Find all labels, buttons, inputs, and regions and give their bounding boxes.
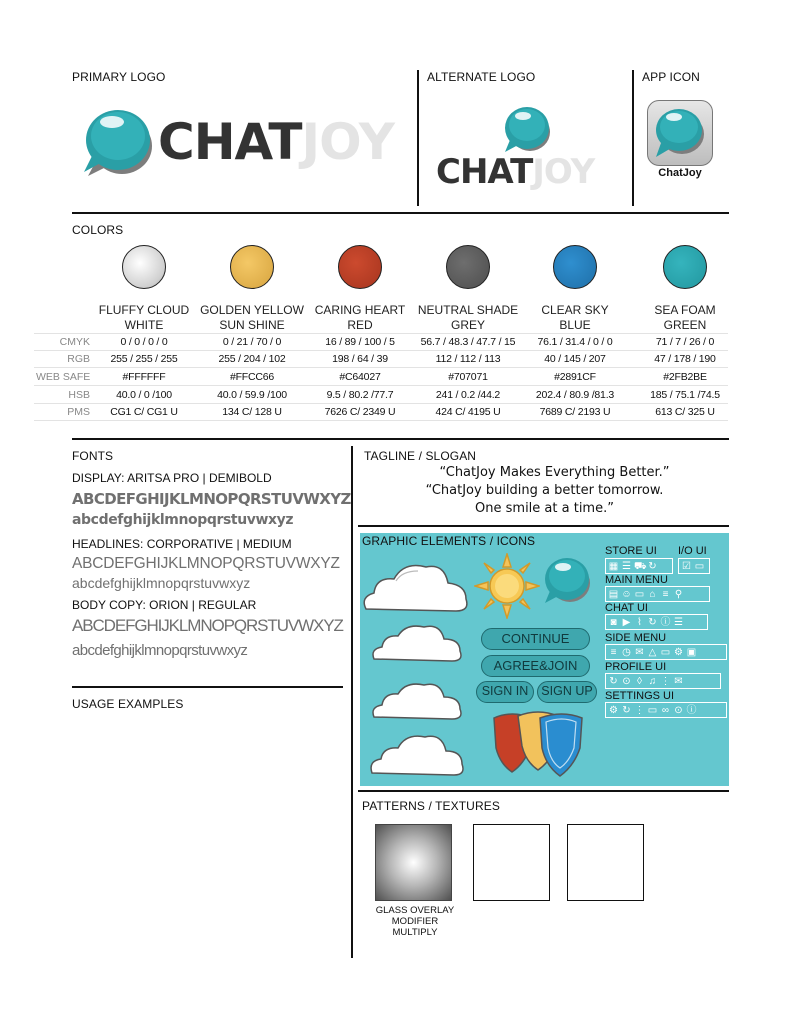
sign-in-button[interactable]: SIGN IN bbox=[476, 681, 534, 703]
body-font-label: BODY COPY: ORION | REGULAR bbox=[72, 598, 257, 612]
swatch-sea-foam-green bbox=[663, 245, 707, 289]
color-name-line2: SUN SHINE bbox=[219, 318, 285, 332]
body-font-uppercase-sample: ABCDEFGHIJKLMNOPQRSTUVWXYZ bbox=[72, 616, 343, 635]
tagline-line-1: “ChatJoy Makes Everything Better.” bbox=[439, 465, 670, 480]
color-name-line1: NEUTRAL SHADE bbox=[417, 303, 519, 317]
rgb-value: 198 / 64 / 39 bbox=[332, 353, 388, 365]
profile-ui-label: PROFILE UI bbox=[605, 661, 667, 673]
cloud-icon bbox=[370, 677, 466, 723]
swatch-neutral-shade-grey bbox=[446, 245, 490, 289]
divider bbox=[417, 70, 419, 206]
color-name-line2: GREEN bbox=[663, 318, 707, 332]
store-ui-icons bbox=[605, 558, 673, 574]
main-menu-icons bbox=[605, 586, 710, 602]
row-divider bbox=[34, 403, 728, 404]
color-name-line2: RED bbox=[347, 318, 373, 332]
io-ui-label: I/O UI bbox=[678, 545, 707, 557]
app-icon-name: ChatJoy bbox=[658, 167, 702, 179]
display-font-uppercase-sample: ABCDEFGHIJKLMNOPQRSTUVWXYZ bbox=[72, 490, 351, 508]
rgb-value: 255 / 255 / 255 bbox=[110, 353, 178, 365]
refresh-icon[interactable]: ↻ bbox=[648, 560, 657, 572]
cloud-icon bbox=[368, 729, 468, 779]
swatch-caring-heart-red bbox=[338, 245, 382, 289]
cloud-icon bbox=[370, 619, 466, 665]
color-name-line1: GOLDEN YELLOW bbox=[200, 303, 304, 317]
gear-icon[interactable]: ⚙ bbox=[674, 646, 683, 658]
chat-bubble-icon bbox=[542, 555, 594, 607]
web-safe-value: #FFCC66 bbox=[229, 371, 275, 383]
menu-icon[interactable]: ≡ bbox=[610, 646, 617, 658]
hsb-value: 185 / 75.1 /74.5 bbox=[650, 389, 720, 401]
web-safe-value: #2FB2BE bbox=[663, 371, 707, 383]
mail-icon[interactable]: ✉ bbox=[674, 675, 683, 687]
hsb-value: 40.0 / 59.9 /100 bbox=[217, 389, 287, 401]
swatch-fluffy-cloud-white bbox=[122, 245, 166, 289]
hsb-value: 202.4 / 80.9 /81.3 bbox=[535, 389, 615, 401]
document-icon[interactable]: ▤ bbox=[608, 588, 619, 600]
cmyk-value: 0 / 0 / 0 / 0 bbox=[120, 336, 168, 348]
settings-ui-label: SETTINGS UI bbox=[605, 690, 675, 702]
cmyk-value: 76.1 / 31.4 / 0 / 0 bbox=[537, 336, 613, 348]
primary-logo-bubble-icon bbox=[82, 106, 156, 178]
row-divider bbox=[34, 420, 728, 421]
row-divider bbox=[34, 333, 728, 334]
info-icon[interactable]: ⓘ bbox=[686, 704, 697, 716]
cmyk-value: 0 / 21 / 70 / 0 bbox=[222, 336, 282, 348]
pms-value: 7689 C/ 2193 U bbox=[539, 406, 611, 418]
color-name-line1: FLUFFY CLOUD bbox=[98, 303, 190, 317]
divider bbox=[351, 446, 353, 958]
wordmark-chat: CHAT bbox=[436, 152, 533, 192]
display-font-label: DISPLAY: ARITSA PRO | DEMIBOLD bbox=[72, 471, 272, 485]
row-label-cmyk: CMYK bbox=[59, 336, 90, 348]
primary-logo-wordmark bbox=[158, 114, 394, 170]
patterns-heading: PATTERNS / TEXTURES bbox=[362, 799, 500, 813]
empty-pattern-slot bbox=[473, 824, 550, 901]
row-label-pms: PMS bbox=[67, 406, 90, 418]
row-divider bbox=[34, 385, 728, 386]
pms-value: 7626 C/ 2349 U bbox=[324, 406, 396, 418]
web-safe-value: #2891CF bbox=[554, 371, 596, 383]
divider bbox=[72, 212, 729, 214]
tagline-block bbox=[360, 464, 729, 518]
glass-overlay-label-line2: MODIFIER bbox=[391, 916, 439, 927]
color-name bbox=[415, 303, 521, 333]
profile-ui-icons bbox=[605, 673, 721, 689]
main-menu-label: MAIN MENU bbox=[605, 574, 668, 586]
swatch-clear-sky-blue bbox=[553, 245, 597, 289]
web-safe-value: #FFFFFF bbox=[122, 371, 166, 383]
link-icon[interactable]: ∞ bbox=[661, 704, 670, 716]
store-icon[interactable]: ▦ bbox=[608, 560, 619, 572]
glass-overlay-pattern bbox=[375, 824, 452, 901]
glass-overlay-label-line3: MULTIPLY bbox=[392, 927, 438, 938]
headline-font-label: HEADLINES: CORPORATIVE | MEDIUM bbox=[72, 537, 292, 551]
wordmark-joy: JOY bbox=[301, 113, 395, 171]
app-icon-heading: APP ICON bbox=[642, 70, 700, 84]
sliders-icon[interactable]: ☰ bbox=[622, 560, 631, 572]
cloud-icon bbox=[360, 557, 472, 619]
side-menu-icons bbox=[605, 644, 727, 660]
swatch-golden-yellow bbox=[230, 245, 274, 289]
people-icon[interactable]: ☺ bbox=[621, 588, 632, 600]
primary-logo-heading: PRIMARY LOGO bbox=[72, 70, 166, 84]
home-icon[interactable]: ⌂ bbox=[649, 588, 656, 600]
hsb-value: 9.5 / 80.2 /77.7 bbox=[326, 389, 394, 401]
mail-icon[interactable]: ✉ bbox=[635, 646, 644, 658]
card-icon[interactable]: ▭ bbox=[647, 704, 658, 716]
alternate-logo-bubble-icon bbox=[502, 104, 554, 156]
agree-join-button[interactable]: AGREE&JOIN bbox=[481, 655, 590, 677]
camera-icon[interactable]: ◙ bbox=[610, 616, 617, 628]
pms-value: 613 C/ 325 U bbox=[655, 406, 715, 418]
graphic-elements-heading: GRAPHIC ELEMENTS / ICONS bbox=[362, 534, 536, 548]
tagline-line-2: “ChatJoy building a better tomorrow. bbox=[425, 483, 664, 498]
search-icon[interactable]: ⚲ bbox=[674, 588, 683, 600]
cmyk-value: 71 / 7 / 26 / 0 bbox=[655, 336, 715, 348]
pms-value: 424 C/ 4195 U bbox=[435, 406, 501, 418]
tagline-heading: TAGLINE / SLOGAN bbox=[364, 449, 477, 463]
bell-icon[interactable]: ♫ bbox=[648, 675, 657, 687]
cmyk-value: 16 / 89 / 100 / 5 bbox=[325, 336, 395, 348]
divider bbox=[358, 525, 729, 527]
row-divider bbox=[34, 367, 728, 368]
row-divider bbox=[34, 350, 728, 351]
refresh-icon[interactable]: ↻ bbox=[609, 675, 618, 687]
glass-overlay-label-line1: GLASS OVERLAY bbox=[375, 905, 455, 916]
sun-icon bbox=[474, 553, 540, 619]
lock-icon[interactable]: ▣ bbox=[686, 646, 697, 658]
headline-font-lowercase-sample: abcdefghijklmnopqrstuvwxyz bbox=[72, 575, 251, 591]
color-name bbox=[199, 303, 305, 333]
rgb-value: 40 / 145 / 207 bbox=[544, 353, 606, 365]
info-icon[interactable]: ⓘ bbox=[660, 616, 671, 628]
triangle-icon[interactable]: △ bbox=[648, 646, 657, 658]
row-label-rgb: RGB bbox=[67, 353, 90, 365]
wordmark-chat: CHAT bbox=[158, 113, 302, 171]
rgb-value: 112 / 112 / 113 bbox=[435, 353, 501, 365]
io-ui-icons bbox=[678, 558, 710, 574]
video-icon[interactable]: ▶ bbox=[622, 616, 631, 628]
refresh-icon[interactable]: ↻ bbox=[622, 704, 631, 716]
color-name-line1: CARING HEART bbox=[314, 303, 406, 317]
divider bbox=[72, 686, 343, 688]
colors-heading: COLORS bbox=[72, 223, 124, 237]
hsb-value: 241 / 0.2 /44.2 bbox=[435, 389, 501, 401]
body-font-lowercase-sample: abcdefghijklmnopqrstuvwxyz bbox=[72, 642, 248, 659]
empty-pattern-slot bbox=[567, 824, 644, 901]
row-label-web-safe: WEB SAFE bbox=[36, 371, 91, 383]
shields-icon bbox=[490, 710, 600, 780]
refresh-icon[interactable]: ↻ bbox=[648, 616, 657, 628]
hsb-value: 40.0 / 0 /100 bbox=[116, 389, 172, 401]
chat-ui-icons bbox=[605, 614, 708, 630]
headline-font-uppercase-sample: ABCDEFGHIJKLMNOPQRSTUVWXYZ bbox=[72, 555, 340, 572]
color-name-line2: BLUE bbox=[559, 318, 591, 332]
fonts-heading: FONTS bbox=[72, 449, 114, 463]
attach-icon[interactable]: ⌇ bbox=[637, 616, 642, 628]
line-icon[interactable]: ▭ bbox=[694, 560, 705, 572]
color-name-line2: WHITE bbox=[124, 318, 164, 332]
folder-icon[interactable]: ▭ bbox=[634, 588, 645, 600]
display-font-lowercase-sample: abcdefghijklmnopqrstuvwxyz bbox=[72, 512, 294, 528]
row-label-hsb: HSB bbox=[68, 389, 90, 401]
cmyk-value: 56.7 / 48.3 / 47.7 / 15 bbox=[420, 336, 516, 348]
color-name bbox=[307, 303, 413, 333]
pms-value: CG1 C/ CG1 U bbox=[110, 406, 178, 418]
drop-icon[interactable]: ◊ bbox=[637, 675, 642, 687]
divider bbox=[358, 790, 729, 792]
sliders-icon[interactable]: ☰ bbox=[674, 616, 683, 628]
tagline-line-3: One smile at a time.” bbox=[475, 501, 614, 516]
alternate-logo-heading: ALTERNATE LOGO bbox=[427, 70, 536, 84]
graphic-elements-panel bbox=[360, 533, 729, 786]
rgb-value: 255 / 204 / 102 bbox=[218, 353, 286, 365]
checkbox-icon[interactable]: ☑ bbox=[682, 560, 691, 572]
side-menu-label: SIDE MENU bbox=[605, 632, 667, 644]
continue-button[interactable]: CONTINUE bbox=[481, 628, 590, 650]
list-icon[interactable]: ⋮ bbox=[634, 704, 645, 716]
chat-ui-label: CHAT UI bbox=[605, 602, 648, 614]
location-icon[interactable]: ⊙ bbox=[674, 704, 683, 716]
rgb-value: 47 / 178 / 190 bbox=[654, 353, 716, 365]
color-name-line1: CLEAR SKY bbox=[541, 303, 609, 317]
list-icon[interactable]: ⋮ bbox=[660, 675, 671, 687]
usage-examples-heading: USAGE EXAMPLES bbox=[72, 697, 184, 711]
menu-icon[interactable]: ≡ bbox=[662, 588, 669, 600]
color-name-line2: GREY bbox=[450, 318, 485, 332]
web-safe-value: #C64027 bbox=[339, 371, 381, 383]
gear-icon[interactable]: ⚙ bbox=[609, 704, 618, 716]
color-name bbox=[632, 303, 738, 333]
app-icon bbox=[647, 100, 713, 166]
divider bbox=[72, 438, 729, 440]
color-name bbox=[522, 303, 628, 333]
color-name-line1: SEA FOAM bbox=[654, 303, 716, 317]
cart-icon[interactable]: ⛟ bbox=[634, 560, 647, 572]
sign-up-button[interactable]: SIGN UP bbox=[537, 681, 597, 703]
wordmark-joy: JOY bbox=[532, 152, 595, 192]
location-icon[interactable]: ⊙ bbox=[622, 675, 631, 687]
folder-icon[interactable]: ▭ bbox=[660, 646, 671, 658]
clock-icon[interactable]: ◷ bbox=[622, 646, 631, 658]
divider bbox=[632, 70, 634, 206]
alternate-logo-wordmark bbox=[436, 153, 594, 191]
settings-ui-icons bbox=[605, 702, 727, 718]
web-safe-value: #707071 bbox=[448, 371, 488, 383]
pms-value: 134 C/ 128 U bbox=[222, 406, 282, 418]
glass-overlay-label bbox=[360, 905, 470, 938]
color-name bbox=[91, 303, 197, 333]
store-ui-label: STORE UI bbox=[605, 545, 657, 557]
